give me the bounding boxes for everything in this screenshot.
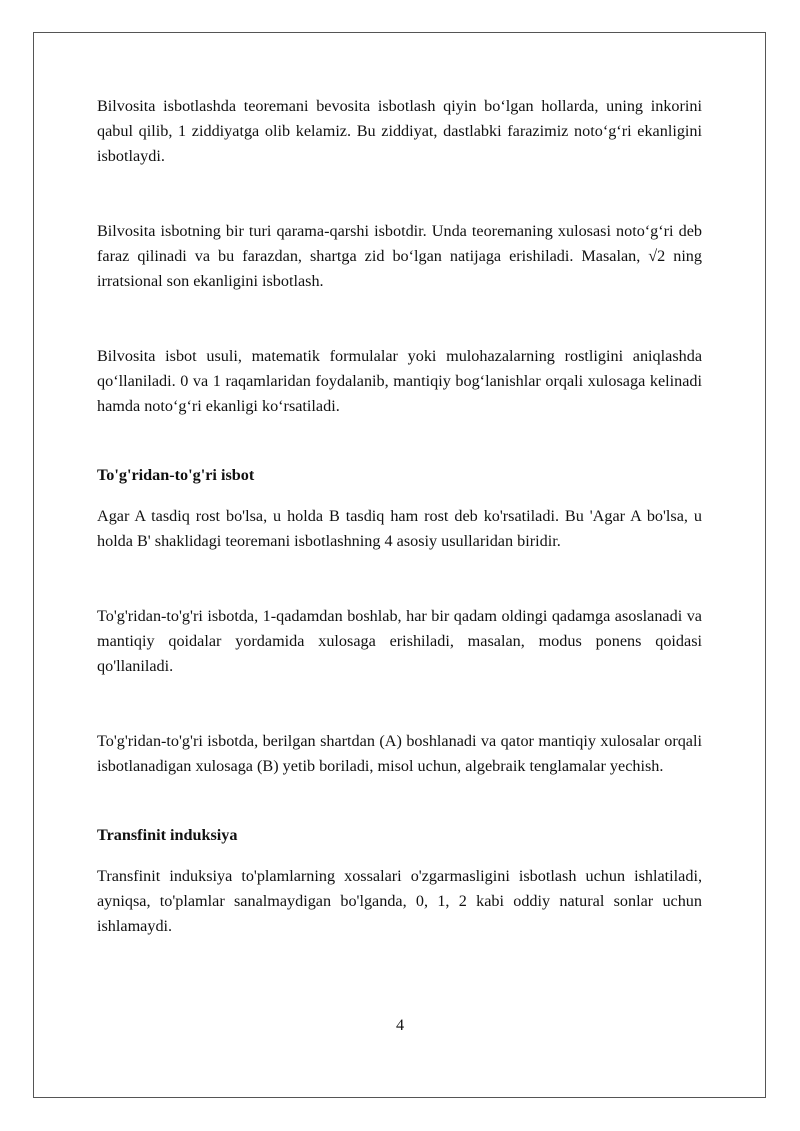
paragraph-contrapositive-proof: Bilvosita isbotning bir turi qarama-qarshi isbotdir. Unda teoremaning xulosasi noto‘g‘ri deb faraz qilinadi va bu farazdan, shartga zid bo‘lgan natijaga erishiladi. Masalan, √2 ning irratsional son ekanligini isbotlash. xyxy=(97,222,702,290)
paragraph-indirect-proof-method: Bilvosita isbot usuli, matematik formulalar yoki mulohazalarning rostligini aniqlashda qo‘llaniladi. 0 va 1 raqamlaridan foydalanib, mantiqiy bog‘lanishlar orqali xulosaga kelinadi hamda noto‘g‘ri ekanligi ko‘rsatiladi. xyxy=(97,347,702,415)
paragraph-direct-proof-steps: To'g'ridan-to'g'ri isbotda, 1-qadamdan boshlab, har bir qadam oldingi qadamga asoslanadi va mantiqiy qoidalar yordamida xulosaga erishiladi, masalan, modus ponens qoidasi qo'llaniladi. xyxy=(97,607,702,675)
heading-transfinite-induction: Transfinit induksiya xyxy=(97,826,238,844)
paragraph-transfinite-induction: Transfinit induksiya to'plamlarning xossalari o'zgarmasligini isbotlash uchun ishlatiladi, ayniqsa, to'plamlar sanalmaydigan bo'lganda, 0, 1, 2 kabi oddiy natural sonlar uchun ishlamaydi. xyxy=(97,867,702,935)
paragraph-indirect-proof-intro: Bilvosita isbotlashda teoremani bevosita isbotlash qiyin bo‘lgan hollarda, uning inkorini qabul qilib, 1 ziddiyatga olib kelamiz. Bu ziddiyat, dastlabki farazimiz noto‘g‘ri ekanligini isbotlaydi. xyxy=(97,97,702,165)
page-content xyxy=(97,94,702,939)
paragraph-direct-proof-definition: Agar A tasdiq rost bo'lsa, u holda B tasdiq ham rost deb ko'rsatiladi. Bu 'Agar A bo'lsa, u holda B' shaklidagi teoremani isbotlashning 4 asosiy usullaridan biridir. xyxy=(97,507,702,550)
heading-direct-proof: To'g'ridan-to'g'ri isbot xyxy=(97,466,255,484)
paragraph-direct-proof-example: To'g'ridan-to'g'ri isbotda, berilgan shartdan (A) boshlanadi va qator mantiqiy xulosalar orqali isbotlanadigan xulosaga (B) yetib boriladi, misol uchun, algebraik tenglamalar yechish. xyxy=(97,732,702,775)
page-number: 4 xyxy=(395,1016,405,1034)
